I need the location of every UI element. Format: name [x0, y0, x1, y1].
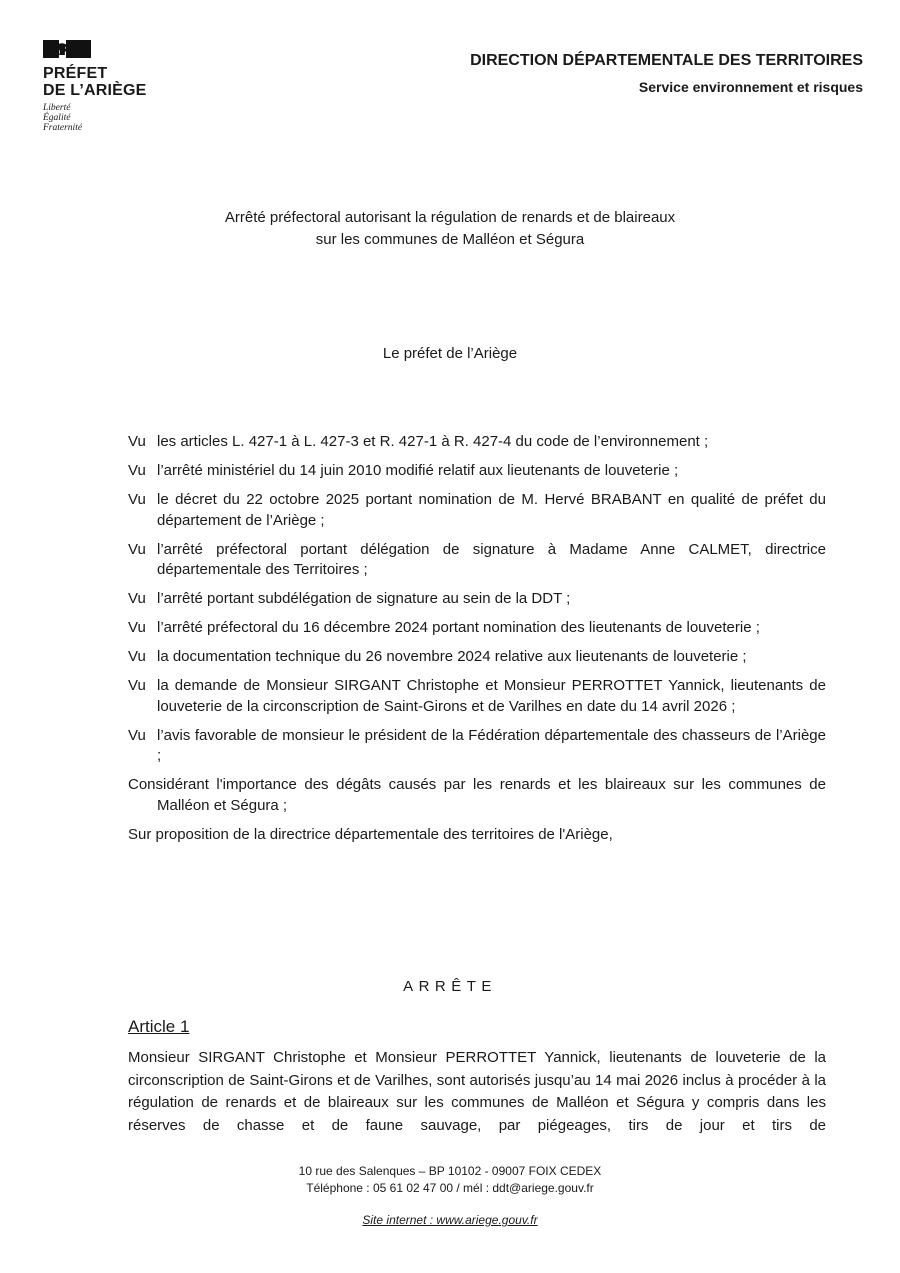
- considerant-text: l’arrêté préfectoral du 16 décembre 2024 portant nomination des lieutenants de louveterie ;: [157, 619, 760, 636]
- vu-label: Vu: [128, 433, 146, 450]
- footer-contact-line: Téléphone : 05 61 02 47 00 / mél : ddt@ariege.gouv.fr: [306, 1181, 594, 1195]
- considerant-item: [128, 490, 826, 531]
- motto-liberte: Liberté: [43, 103, 71, 113]
- considerant-item: [128, 589, 826, 610]
- republic-motto: [43, 103, 173, 133]
- footer-address-line: 10 rue des Salenques – BP 10102 - 09007 FOIX CEDEX: [298, 1164, 602, 1178]
- considerant-text: la documentation technique du 26 novembre 2024 relative aux lieutenants de louveterie ;: [157, 648, 747, 665]
- considerant-text: le décret du 22 octobre 2025 portant nomination de M. Hervé BRABANT en qualité de préfet du département de l’Ariège ;: [157, 491, 826, 529]
- vu-label: Vu: [128, 677, 146, 694]
- arrete-heading: ARRÊTE: [403, 978, 497, 995]
- article-1-body: Monsieur SIRGANT Christophe et Monsieur PERROTTET Yannick, lieutenants de louveterie de la circonscription de Saint-Girons et de Varilhes, sont autorisés jusqu’au 14 mai 2026 inclus à procéder à la régulation de renards et de blaireaux sur les communes de Malléon et Ségura y compris dans les réserves de chasse et de faune sauvage, par piégeages, tirs de jour et tirs de: [128, 1049, 826, 1134]
- marianne-logo-icon: [43, 40, 91, 58]
- footer-website-link[interactable]: Site internet : www.ariege.gouv.fr: [362, 1213, 538, 1227]
- considerant-item: [128, 461, 826, 482]
- considerant-text: la demande de Monsieur SIRGANT Christophe et Monsieur PERROTTET Yannick, lieutenants de louveterie de la circonscription de Saint-Girons et de Varilhes en date du 14 avril 2026 ;: [157, 677, 826, 715]
- service-name: Service environnement et risques: [638, 79, 863, 95]
- considerant-item: [128, 726, 826, 767]
- vu-label: Vu: [128, 619, 146, 636]
- considerant-text: Sur proposition de la directrice départementale des territoires de l'Ariège,: [128, 825, 613, 843]
- considerant-item: [128, 647, 826, 668]
- considerant-text: l’arrêté préfectoral portant délégation de signature à Madame Anne CALMET, directrice départementale des Territoires ;: [157, 540, 826, 578]
- considerant-text: l’arrêté ministériel du 14 juin 2010 modifié relatif aux lieutenants de louveterie ;: [157, 462, 679, 479]
- logo-title-line1: PRÉFET: [43, 65, 108, 82]
- vu-label: Vu: [128, 726, 146, 744]
- considerant-text: Considérant l'importance des dégâts causés par les renards et les blaireaux sur les communes de Malléon et Ségura ;: [128, 776, 826, 814]
- document-title: [0, 207, 900, 251]
- considerant-text: l’avis favorable de monsieur le président de la Fédération départementale des chasseurs de l’Ariège ;: [157, 726, 826, 764]
- considerants-list: [128, 432, 826, 854]
- considerant-item: [128, 825, 826, 846]
- vu-label: Vu: [128, 590, 146, 607]
- vu-label: Vu: [128, 540, 146, 558]
- considerant-item: [128, 775, 826, 816]
- title-line-1: Arrêté préfectoral autorisant la régulation de renards et de blaireaux: [224, 209, 676, 226]
- direction-name: DIRECTION DÉPARTEMENTALE DES TERRITOIRES: [470, 52, 863, 69]
- considerant-text: l’arrêté portant subdélégation de signature au sein de la DDT ;: [157, 590, 571, 607]
- title-line-2: sur les communes de Malléon et Ségura: [315, 231, 585, 248]
- considerant-item: [128, 540, 826, 581]
- prefecture-logo: [43, 40, 173, 133]
- logo-title: [43, 65, 173, 99]
- considerant-item: [128, 618, 826, 639]
- article-1-heading: Article 1: [128, 1017, 190, 1036]
- considerant-item: [128, 676, 826, 717]
- vu-label: Vu: [128, 648, 146, 665]
- logo-title-line2: DE L’ARIÈGE: [43, 82, 147, 99]
- footer-address: [0, 1163, 900, 1197]
- considerant-text: les articles L. 427-1 à L. 427-3 et R. 427-1 à R. 427-4 du code de l’environnement ;: [157, 433, 709, 450]
- motto-egalite: Égalité: [43, 113, 71, 123]
- considerant-item: [128, 432, 826, 453]
- vu-label: Vu: [128, 491, 146, 508]
- prefet-heading: Le préfet de l’Ariège: [382, 345, 518, 362]
- vu-label: Vu: [128, 462, 146, 479]
- issuer-header: [470, 50, 863, 97]
- motto-fraternite: Fraternité: [43, 123, 83, 133]
